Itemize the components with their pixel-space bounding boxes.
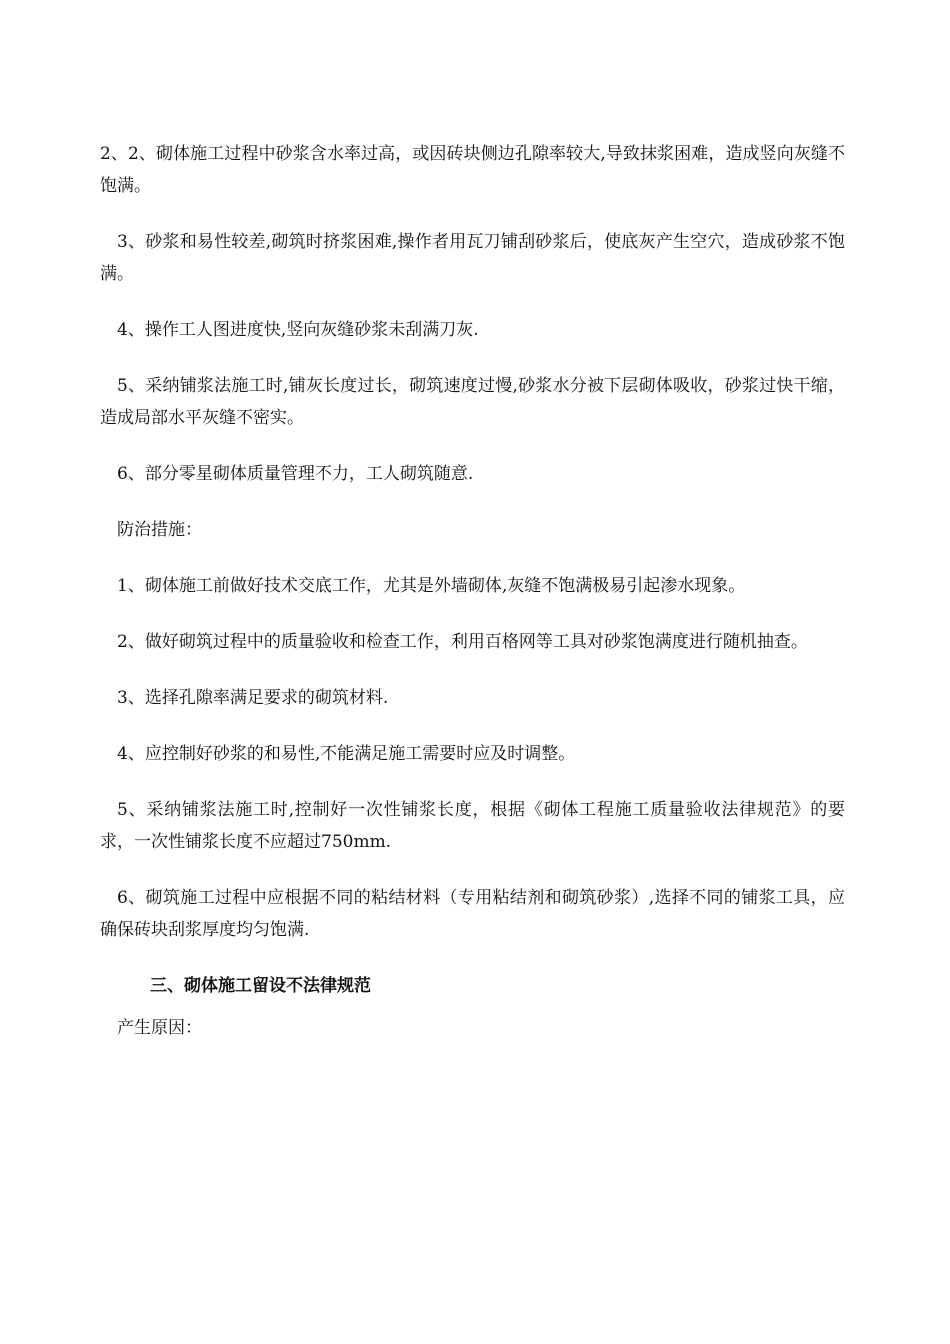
paragraph-cause-2: 2、2、砌体施工过程中砂浆含水率过高，或因砖块侧边孔隙率较大,导致抹浆困难，造成竖向灰缝不饱满。 [100,144,845,196]
paragraph-cause-5: 5、采纳铺浆法施工时,铺灰长度过长，砌筑速度过慢,砂浆水分被下层砌体吸收，砂浆过快干缩，造成局部水平灰缝不密实。 [100,376,845,428]
paragraph-measure-6: 6、砌筑施工过程中应根据不同的粘结材料（专用粘结剂和砌筑砂浆）,选择不同的铺浆工具，应确保砖块刮浆厚度均匀饱满. [100,888,845,940]
paragraph-measure-3: 3、选择孔隙率满足要求的砌筑材料. [117,688,389,708]
paragraph-measure-2: 2、做好砌筑过程中的质量验收和检查工作，利用百格网等工具对砂浆饱满度进行随机抽查。 [117,632,808,652]
paragraph-measure-1: 1、砌体施工前做好技术交底工作，尤其是外墙砌体,灰缝不饱满极易引起渗水现象。 [117,576,746,596]
paragraph-measure-5: 5、采纳铺浆法施工时,控制好一次性铺浆长度，根据《砌体工程施工质量验收法律规范》的要求，一次性铺浆长度不应超过750mm. [100,800,845,852]
paragraph-prevention-title: 防治措施： [117,520,202,540]
paragraph-cause-title: 产生原因： [117,1018,202,1038]
document-body [100,138,845,1068]
paragraph-cause-4: 4、操作工人图进度快,竖向灰缝砂浆未刮满刀灰. [117,320,479,340]
section-heading: 三、砌体施工留设不法律规范 [150,976,371,996]
paragraph-cause-6: 6、部分零星砌体质量管理不力，工人砌筑随意. [117,464,474,484]
paragraph-cause-3: 3、砂浆和易性较差,砌筑时挤浆困难,操作者用瓦刀铺刮砂浆后，使底灰产生空穴，造成砂浆不饱满。 [100,232,845,284]
paragraph-measure-4: 4、应控制好砂浆的和易性,不能满足施工需要时应及时调整。 [117,744,576,764]
